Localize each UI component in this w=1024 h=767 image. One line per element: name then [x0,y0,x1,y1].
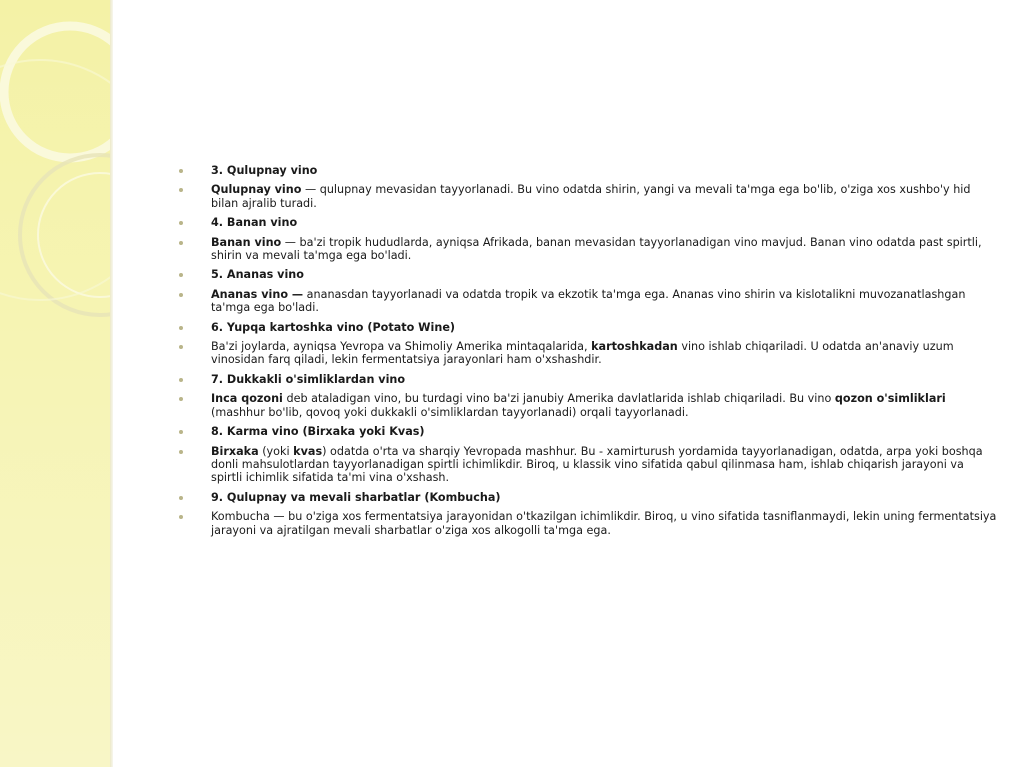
list-item [177,340,997,367]
item-text: ananasdan tayyorlanadi va odatda tropik va ekzotik ta'mga ega. Ananas vino shirin va kislotalikni muvozanatlashgan ta'mga ega bo'ladi. [211,287,966,315]
list-item [177,288,997,315]
term-bold: kvas [293,444,323,458]
item-text: Ba'zi joylarda, ayniqsa Yevropa va Shimoliy Amerika mintaqalarida, [211,340,592,354]
list-item [177,183,997,210]
list-item-heading [177,373,997,386]
item-text: vino ishlab chiqariladi. U odatda an'anaviy uzum vinosidan farq qiladi, lekin fermentatsiya jarayonlari ham o'xshashdir. [211,340,954,367]
list-item-heading [177,164,997,177]
term-bold: Ananas vino — [211,287,304,301]
item-text: ) odatda o'rta va sharqiy Yevropada mashhur. Bu - xamirturush yordamida tayyorlanadigan, odatda, arpa yoki boshqa donli mahsulotlardan tayyorlanadigan spirtli ichimlikdir. Biroq, u klassik vino sifatida qabul qilinmasa ham, ishlab chiqarish jarayoni va spirtli ichimlik sifatida ta'mi vina o'xshash. [211,444,983,485]
list-item [177,510,997,537]
heading-text: 8. Karma vino (Birxaka yoki Kvas) [211,425,425,439]
item-text: — ba'zi tropik hududlarda, ayniqsa Afrikada, banan mevasidan tayyorlanadigan vino mavjud. Banan vino odatda past spirtli, shirin va mevali ta'mga ega bo'ladi. [211,235,982,263]
term-bold: Banan vino [211,235,282,249]
heading-text: 9. Qulupnay va mevali sharbatlar (Kombucha) [211,490,501,504]
term-bold: qozon o'simliklari [834,392,946,406]
sidebar-edge [110,0,113,767]
list-item [177,392,997,419]
list-item [177,445,997,485]
heading-text: 7. Dukkakli o'simliklardan vino [211,372,406,386]
list-item-heading [177,425,997,438]
list-item [177,236,997,263]
heading-text: 3. Qulupnay vino [211,164,318,177]
list-item-heading [177,491,997,504]
heading-text: 6. Yupqa kartoshka vino (Potato Wine) [211,320,456,334]
item-text: — qulupnay mevasidan tayyorlanadi. Bu vino odatda shirin, yangi va mevali ta'mga ega bo'lib, o'ziga xos xushbo'y hid bilan ajralib turadi. [211,183,971,210]
decorative-sidebar [0,0,112,767]
slide-content [177,164,997,543]
term-bold: Qulupnay vino [211,183,302,197]
list-item-heading [177,268,997,281]
heading-text: 4. Banan vino [211,216,298,230]
list-item-heading [177,321,997,334]
item-text: deb ataladigan vino, bu turdagi vino ba'zi janubiy Amerika davlatlarida ishlab chiqariladi. Bu vino [282,392,835,406]
bullet-list [177,164,997,537]
term-bold: kartoshkadan [591,340,678,354]
item-text: Kombucha — bu o'ziga xos fermentatsiya jarayonidan o'tkazilgan ichimlikdir. Biroq, u vino sifatida tasniflanmaydi, lekin uning fermentatsiya jarayoni va ajratilgan mevali sharbatlar o'ziga xos alkogolli ta'mga ega. [211,510,997,537]
term-bold: Inca qozoni [211,392,283,406]
term-bold: Birxaka [211,444,259,458]
heading-text: 5. Ananas vino [211,268,304,282]
item-text: (yoki [258,444,294,458]
item-text: (mashhur bo'lib, qovoq yoki dukkakli o'simliklardan tayyorlanadi) orqali tayyorlanadi. [211,405,689,419]
list-item-heading [177,216,997,229]
